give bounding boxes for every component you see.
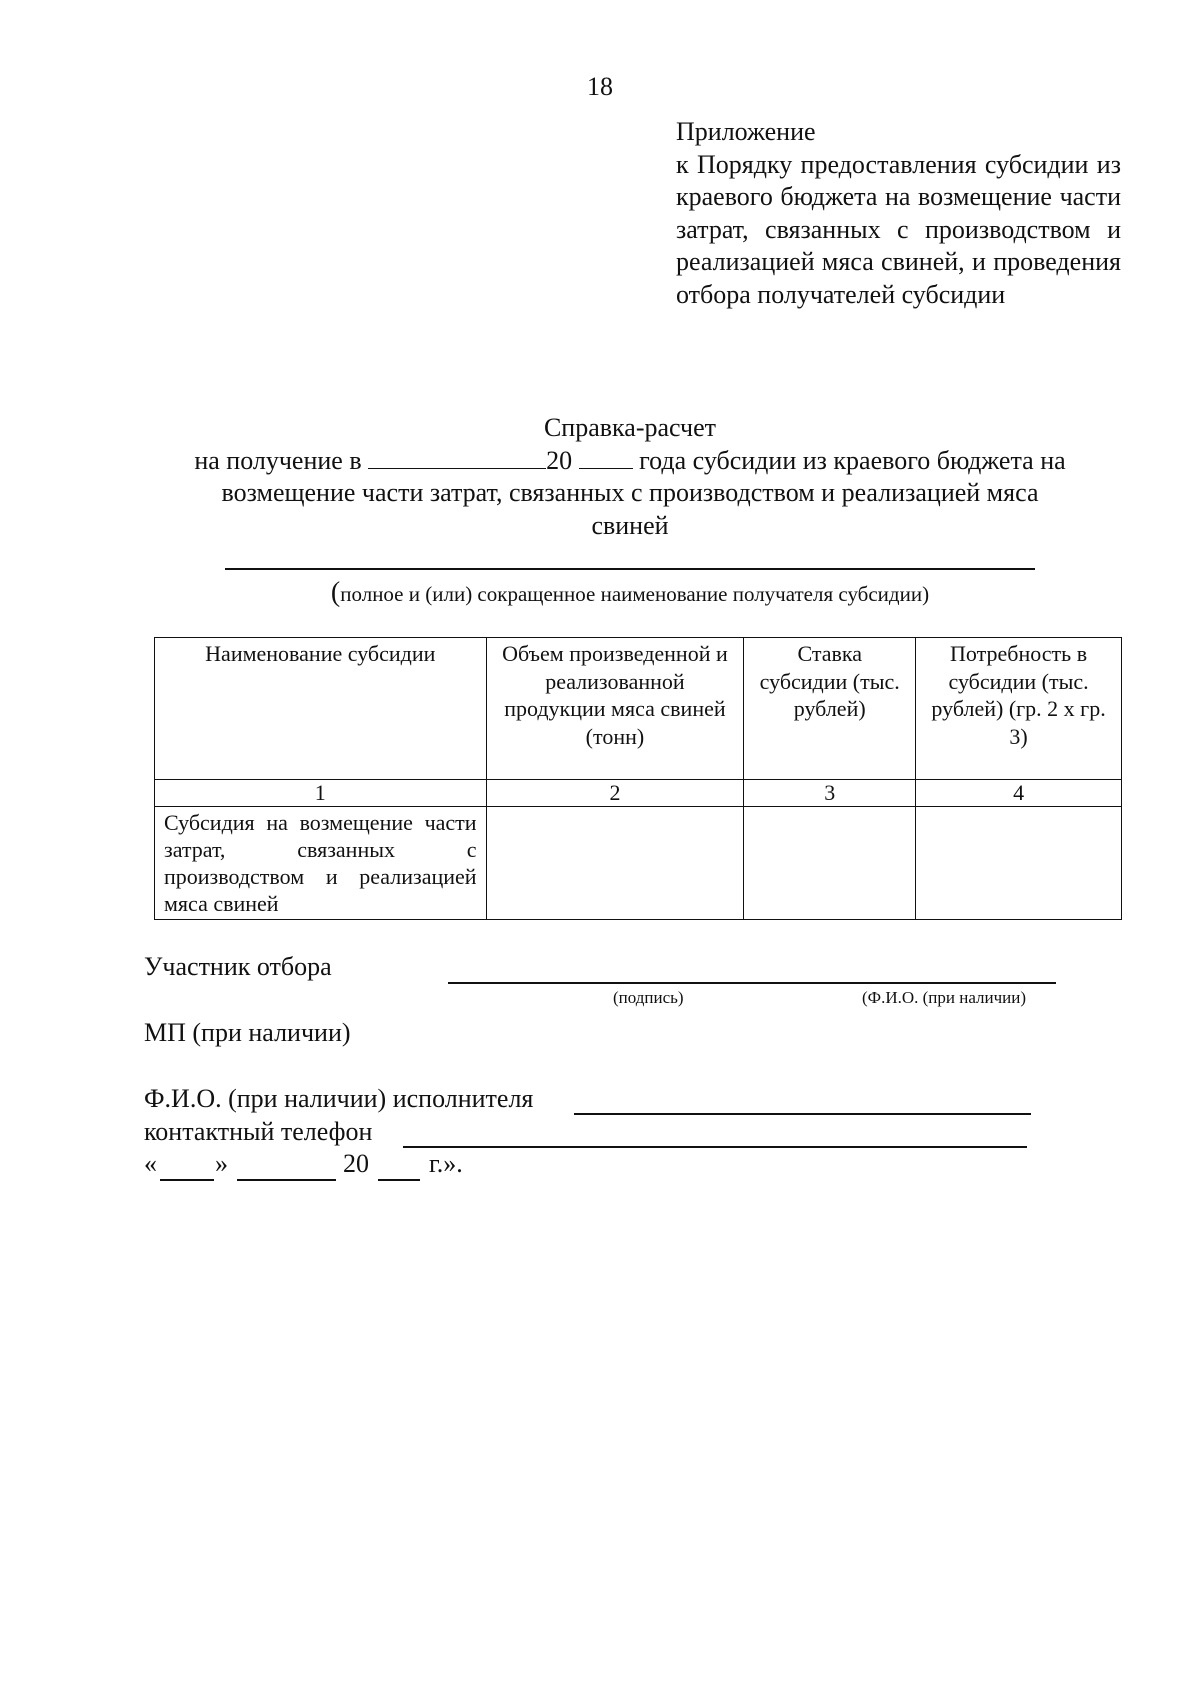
date-suffix: г.». xyxy=(429,1149,463,1178)
signature-caption: (подпись) xyxy=(613,988,684,1007)
phone-label: контактный телефон xyxy=(144,1117,373,1146)
date-year-line[interactable] xyxy=(378,1179,420,1181)
month-blank[interactable] xyxy=(368,446,546,469)
column-number: 3 xyxy=(744,780,916,807)
title-line-3: свиней xyxy=(591,510,669,540)
recipient-caption-text: полное и (или) сокращенное наименование получателя субсидии) xyxy=(340,582,930,606)
header-cell: Объем произведенной и реализованной продукции мяса свиней (тонн) xyxy=(486,638,744,780)
date-year-prefix: 20 xyxy=(343,1149,369,1178)
executor-label: Ф.И.О. (при наличии) исполнителя xyxy=(144,1084,534,1113)
title-line-1 xyxy=(150,445,1110,478)
recipient-caption-paren: ( xyxy=(330,577,341,608)
recipient-caption xyxy=(150,577,1110,609)
header-cell: Наименование субсидии xyxy=(155,638,487,780)
table-row xyxy=(155,807,1122,920)
executor-line[interactable] xyxy=(574,1113,1031,1115)
document-title: Справка-расчет xyxy=(543,413,717,442)
stamp-label: МП (при наличии) xyxy=(144,1018,351,1047)
calculation-table xyxy=(154,637,1122,920)
appendix-block xyxy=(676,116,1121,311)
date-open-quote: « xyxy=(144,1149,157,1178)
subsidy-name-cell: Субсидия на возмещение части затрат, связанных с производством и реализацией мяса свиней xyxy=(155,807,487,920)
document-title-block xyxy=(150,412,1110,542)
title-line-1-a: на получение в xyxy=(194,445,369,475)
signature-line[interactable] xyxy=(448,982,1056,984)
rate-cell[interactable] xyxy=(744,807,916,920)
appendix-text: к Порядку предоставления субсидии из краевого бюджета на возмещение части затрат, связанных с производством и реализацией мяса свиней, и проведения отбора получателей субсидии xyxy=(676,149,1121,309)
title-line-1-c: года субсидии из краевого бюджета на xyxy=(632,445,1066,475)
participant-label: Участник отбора xyxy=(144,952,332,981)
table-header-row xyxy=(155,638,1122,780)
table-column-number-row xyxy=(155,780,1122,807)
need-cell[interactable] xyxy=(916,807,1122,920)
phone-line[interactable] xyxy=(403,1146,1027,1148)
header-cell: Потребность в субсидии (тыс. рублей) (гр. 2 х гр. 3) xyxy=(916,638,1122,780)
volume-cell[interactable] xyxy=(486,807,744,920)
date-close-quote: » xyxy=(215,1149,228,1178)
date-month-line[interactable] xyxy=(237,1179,336,1181)
year-blank[interactable] xyxy=(579,446,633,469)
recipient-name-line[interactable] xyxy=(225,568,1035,570)
page-number: 18 xyxy=(587,72,613,101)
title-line-1-b: 20 xyxy=(546,445,579,475)
appendix-heading: Приложение xyxy=(676,117,816,146)
title-line-2: возмещение части затрат, связанных с производством и реализацией мяса xyxy=(221,478,1039,507)
date-day-line[interactable] xyxy=(160,1179,214,1181)
fio-caption: (Ф.И.О. (при наличии) xyxy=(862,988,1027,1007)
column-number: 1 xyxy=(155,780,487,807)
header-cell: Ставка субсидии (тыс. рублей) xyxy=(744,638,916,780)
column-number: 2 xyxy=(486,780,744,807)
column-number: 4 xyxy=(916,780,1122,807)
